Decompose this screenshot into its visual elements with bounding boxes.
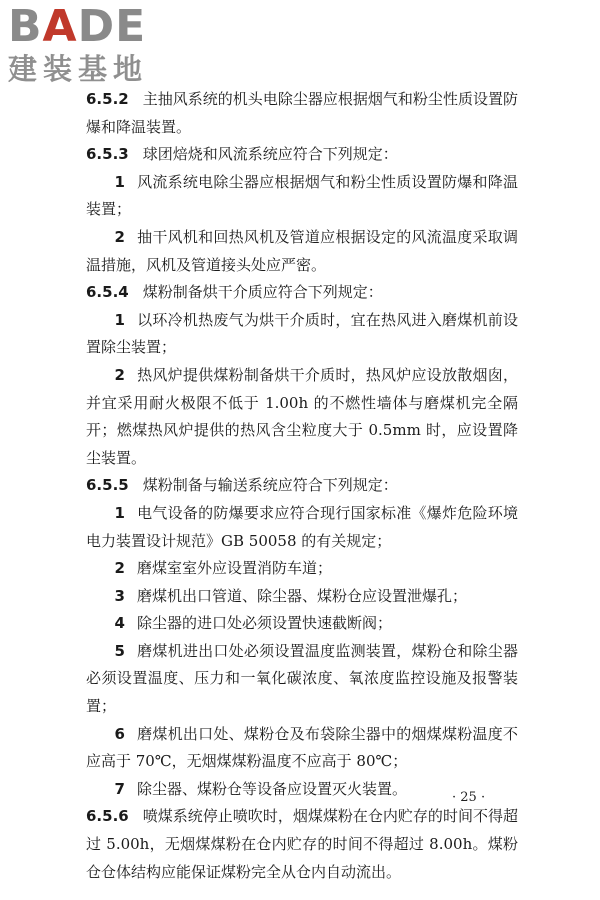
clause-number: 6.5.4 [86,283,129,302]
item-number: 7 [114,779,125,798]
list-item [86,583,518,611]
item-text: 磨煤机进出口处必须设置温度监测装置，煤粉仓和除尘器必须设置温度、压力和一氧化碳浓度、氧浓度监控设施及报警装置； [86,641,518,716]
item-text: 热风炉提供煤粉制备烘干介质时，热风炉应设放散烟囱，并宜采用耐火极限不低于 1.00h 的不燃性墙体与磨煤机完全隔开；燃煤热风炉提供的热风含尘粒度大于 0.5mm 时，应设置降尘装置。 [86,365,518,467]
item-number: 3 [114,586,125,605]
clause-number: 6.5.6 [86,807,129,826]
list-item [86,638,518,721]
item-number: 2 [114,365,125,384]
item-text: 除尘器、煤粉仓等设备应设置灭火装置。 [136,779,407,798]
clause-paragraph [86,86,518,141]
item-number: 1 [114,310,125,329]
clause-number: 6.5.5 [86,476,129,495]
item-text: 风流系统电除尘器应根据烟气和粉尘性质设置防爆和降温装置； [86,172,518,219]
item-number: 5 [114,641,125,660]
list-item [86,610,518,638]
item-text: 以环冷机热废气为烘干介质时，宜在热风进入磨煤机前设置除尘装置； [86,310,518,357]
list-item [86,307,518,362]
clause-number: 6.5.3 [86,145,129,164]
item-number: 2 [114,227,125,246]
list-item [86,169,518,224]
bade-logo [8,1,178,94]
clause-text: 煤粉制备与输送系统应符合下列规定： [142,476,398,495]
item-text: 磨煤机出口管道、除尘器、煤粉仓应设置泄爆孔； [136,586,467,605]
item-text: 磨煤机出口处、煤粉仓及布袋除尘器中的烟煤煤粉温度不应高于 70℃，无烟煤煤粉温度不应高于 80℃； [86,724,518,771]
item-number: 6 [114,724,125,743]
item-number: 1 [114,172,125,191]
clause-text: 主抽风系统的机头电除尘器应根据烟气和粉尘性质设置防爆和降温装置。 [86,90,518,136]
list-item [86,224,518,279]
item-text: 电气设备的防爆要求应符合现行国家标准《爆炸危险环境电力装置设计规范》GB 50058 的有关规定； [86,503,518,550]
clause-paragraph [86,279,518,307]
logo-latin-text: BADE [8,1,147,52]
item-number: 1 [114,503,125,522]
list-item [86,500,518,555]
list-item [86,555,518,583]
logo-chinese-text: 建装基地 [8,52,149,86]
item-number: 4 [114,614,125,633]
item-text: 抽干风机和回热风机及管道应根据设定的风流温度采取调温措施，风机及管道接头处应严密。 [86,227,518,274]
clause-text: 煤粉制备烘干介质应符合下列规定： [142,283,383,302]
list-item [86,721,518,776]
page-number: · 25 · [452,790,486,805]
clause-text: 球团焙烧和风流系统应符合下列规定： [142,145,398,164]
clause-text: 喷煤系统停止喷吹时，烟煤煤粉在仓内贮存的时间不得超过 5.00h，无烟煤煤粉在仓内贮存的时间不得超过 8.00h。煤粉仓仓体结构应能保证煤粉完全从仓内自动流出。 [86,807,518,881]
document-body [86,86,518,886]
list-item [86,362,518,472]
clause-paragraph [86,803,518,886]
clause-paragraph [86,472,518,500]
item-number: 2 [114,559,125,578]
item-text: 磨煤室室外应设置消防车道； [136,559,332,578]
clause-paragraph [86,141,518,169]
clause-number: 6.5.2 [86,90,129,108]
item-text: 除尘器的进口处必须设置快速截断阀； [136,614,392,633]
